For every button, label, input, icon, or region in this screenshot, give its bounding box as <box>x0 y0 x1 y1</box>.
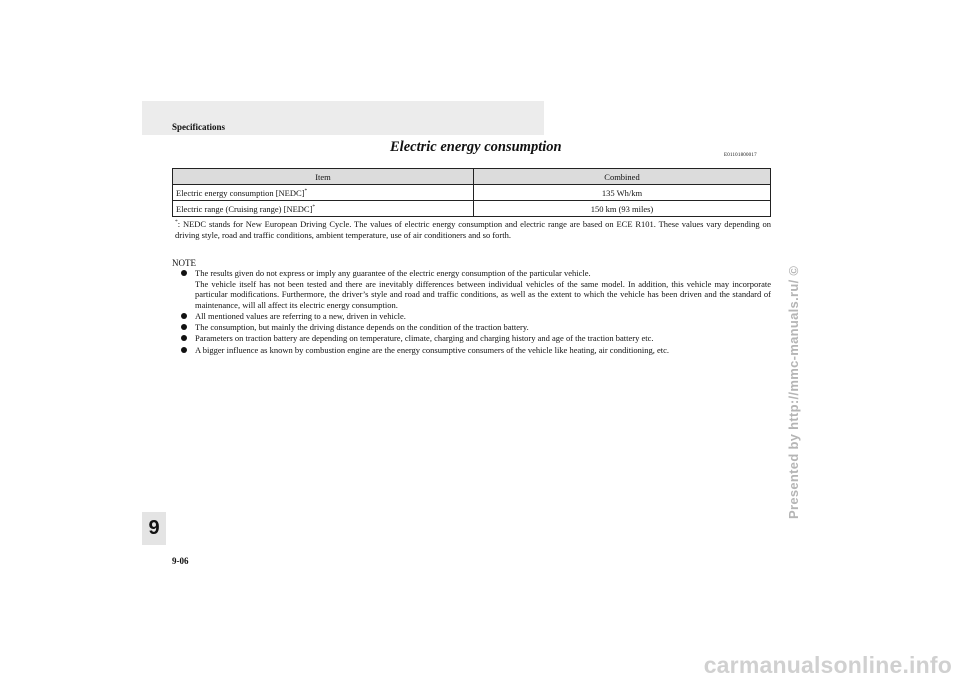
spec-table <box>172 168 771 217</box>
note-label: NOTE <box>172 258 196 268</box>
list-item <box>181 333 771 344</box>
bullet-icon <box>181 324 187 330</box>
table-row <box>173 185 771 201</box>
note-text: The results given do not express or imply any guarantee of the electric energy consumption of the particular vehicle. <box>195 268 591 278</box>
note-text: All mentioned values are referring to a new, driven in vehicle. <box>195 310 406 321</box>
document-code: E01101800017 <box>724 153 757 158</box>
item-label: Electric range (Cruising range) [NEDC] <box>176 203 313 214</box>
list-item <box>181 311 771 322</box>
column-header-item: Item <box>173 169 474 185</box>
note-text: Parameters on traction battery are depending on temperature, climate, charging and charging history and age of the traction battery etc. <box>195 333 654 344</box>
list-item <box>181 345 771 356</box>
page-number: 9-06 <box>172 556 189 566</box>
note-text: A bigger influence as known by combustion engine are the energy consumptive consumers of the vehicle like heating, air conditioning, etc. <box>195 344 670 355</box>
footnote <box>175 219 771 241</box>
footnote-mark: * <box>312 203 316 210</box>
footnote-mark: * <box>304 187 308 194</box>
note-list <box>181 268 771 356</box>
table-cell-item <box>173 201 474 217</box>
note-text: The consumption, but mainly the driving distance depends on the condition of the traction battery. <box>195 322 529 333</box>
table-cell-item <box>173 185 474 201</box>
item-label: Electric energy consumption [NEDC] <box>176 187 305 198</box>
list-item <box>181 268 771 310</box>
page-title: Electric energy consumption <box>390 139 562 155</box>
footnote-mark: * <box>175 219 178 225</box>
chapter-tab: 9 <box>142 512 166 545</box>
table-row <box>173 201 771 217</box>
bullet-icon <box>181 347 187 353</box>
bullet-icon <box>181 313 187 319</box>
bottom-watermark: carmanualsonline.info <box>703 652 952 678</box>
bullet-icon <box>181 270 187 276</box>
list-item <box>181 322 771 333</box>
table-cell-value: 135 Wh/km <box>474 185 771 201</box>
table-cell-value: 150 km (93 miles) <box>474 201 771 217</box>
section-name: Specifications <box>172 122 225 132</box>
side-watermark-text: Presented by http://mmc-manuals.ru/ © <box>786 265 801 519</box>
note-text-continuation: The vehicle itself has not been tested and there are inevitably differences between individual vehicles of the same model. In addition, this vehicle may incorporate particular modifications. Furthermore, the driver’s style and road and traffic conditions, as well as the extent to which the vehicle has been driven and the standard of maintenance, will all affect its electric energy consumption. <box>195 278 771 310</box>
footnote-text: : NEDC stands for New European Driving Cycle. The values of electric energy consumption and electric range are based on ECE R101. These values vary depending on driving style, road and traffic conditions, ambient temperature, use of air conditioners and so forth. <box>175 219 771 240</box>
bullet-icon <box>181 335 187 341</box>
column-header-combined: Combined <box>474 169 771 185</box>
table-header-row <box>173 169 771 185</box>
